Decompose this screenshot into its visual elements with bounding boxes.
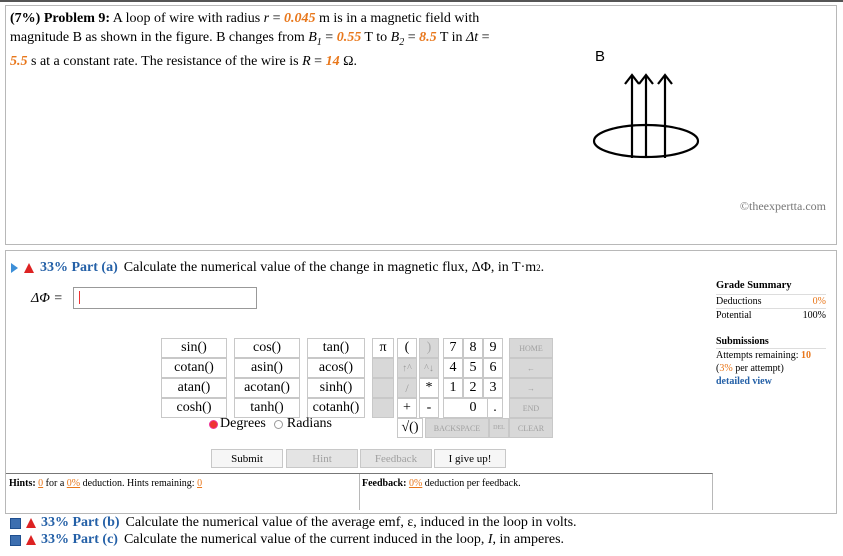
degrees-radio-icon[interactable] [209,420,218,429]
key-rparen[interactable]: ) [419,338,439,358]
part-a-header [11,260,544,276]
hints-remaining: 0 [197,478,203,489]
degrees-label: Degrees [220,416,266,431]
value-R: 14 [325,53,340,69]
potential-value: 100% [802,310,826,321]
hints-rest: deduction. Hints remaining: [80,478,198,489]
var-b2: B [390,30,400,45]
key-backspace[interactable]: BACKSPACE [425,418,489,438]
part-a-sup: 2 [536,263,541,273]
part-c-var: I [487,532,493,547]
part-b-percent: 33% Part (b) [41,515,120,530]
text-eq2: = [321,30,337,45]
part-a-percent: 33% Part (a) [40,260,118,275]
key-dot-2[interactable]: . [487,398,503,418]
problem-title: Problem 9: [43,11,111,26]
part-c-row[interactable] [10,532,564,548]
part-c-end: , in amperes. [492,532,565,547]
text-1b: m is in a magnetic field with [315,11,480,26]
answer-input[interactable] [73,287,257,309]
key-acotan[interactable]: acotan() [234,378,300,398]
warning-icon [26,535,36,545]
keypad [161,338,556,438]
key-cos[interactable]: cos() [234,338,300,358]
var-r: r [263,11,270,26]
hints-for-a: for a [43,478,67,489]
per-attempt-line: (3% per attempt) [716,363,784,374]
text-3b: Ω. [339,53,357,69]
feedback-label: Feedback: [362,478,407,489]
key-del[interactable]: DEL [489,418,509,438]
part-c-question [124,532,564,548]
key-plus[interactable]: + [397,398,417,418]
figure-label-b: B [595,48,606,65]
key-clear[interactable]: CLEAR [509,418,553,438]
hints-pct: 0% [66,478,81,489]
magnetic-field-figure [586,68,716,168]
key-cosh[interactable]: cosh() [161,398,227,418]
text-cursor [79,291,80,304]
key-up[interactable]: ↑^ [397,358,417,378]
sub-b1: 1 [316,36,322,48]
key-left[interactable]: ← [509,358,553,378]
key-blank-2[interactable] [372,378,394,398]
key-asin[interactable]: asin() [234,358,300,378]
part-c-percent: 33% Part (c) [41,532,118,547]
grade-summary [716,279,826,388]
collapsed-square-icon[interactable] [10,535,21,546]
var-R: R [302,53,311,69]
text-1a: A loop of wire with radius [112,11,264,26]
key-cotan[interactable]: cotan() [161,358,227,378]
var-b1: B [308,30,317,45]
part-b-question: Calculate the numerical value of the average emf, ε, induced in the loop in volts. [125,515,577,530]
key-atan[interactable]: atan() [161,378,227,398]
key-7[interactable]: 7 [443,338,463,358]
deductions-value: 0% [812,296,826,307]
key-blank-1[interactable] [372,358,394,378]
text-eq4: = [310,53,326,69]
key-home[interactable]: HOME [509,338,553,358]
key-6[interactable]: 6 [483,358,503,378]
hint-button[interactable]: Hint [286,449,358,468]
key-caret[interactable]: ^↓ [419,358,439,378]
deductions-row [716,294,826,308]
key-cotanh[interactable]: cotanh() [307,398,365,418]
per-attempt-pct: 3% [719,363,733,374]
key-end[interactable]: END [509,398,553,418]
submissions-title: Submissions [716,336,769,347]
value-b1: 0.55 [336,30,362,45]
key-8[interactable]: 8 [463,338,483,358]
text-2b: T to [361,30,391,45]
key-slash[interactable]: / [397,378,417,398]
give-up-button[interactable]: I give up! [434,449,506,468]
key-1[interactable]: 1 [443,378,463,398]
problem-weight: (7%) [10,11,41,26]
key-sqrt[interactable]: √() [397,418,423,438]
attempts-line [716,348,826,362]
warning-icon [26,518,36,528]
per-attempt-text: per attempt) [732,363,784,374]
attempts-label: Attempts remaining: [716,350,801,361]
submit-button[interactable]: Submit [211,449,283,468]
potential-label: Potential [716,310,752,321]
part-a-question: Calculate the numerical value of the change in magnetic flux, ΔΦ, in T·m [123,260,537,275]
key-sin[interactable]: sin() [161,338,227,358]
feedback-pct: 0% [408,478,423,489]
answer-label: ΔΦ = [31,291,63,306]
key-acos[interactable]: acos() [307,358,365,378]
hints-line [6,474,359,493]
part-a-end: . [540,260,545,275]
value-b2: 8.5 [419,30,437,45]
key-right[interactable]: → [509,378,553,398]
sub-b2: 2 [399,36,405,48]
var-dt: Δt [466,30,479,45]
text-2d: = [478,30,490,45]
deductions-label: Deductions [716,296,762,307]
part-b-row[interactable] [10,515,577,531]
feedback-panel [359,473,713,510]
problem-box [5,5,837,245]
part-a-box [5,250,837,514]
key-sinh[interactable]: sinh() [307,378,365,398]
top-edge [0,0,843,2]
feedback-line [359,474,712,493]
copyright-watermark: ©theexpertta.com [739,199,826,213]
hints-label: Hints: [9,478,36,489]
radians-radio-icon[interactable] [274,420,283,429]
collapsed-square-icon[interactable] [10,518,21,529]
key-tan[interactable]: tan() [307,338,365,358]
detailed-view-link[interactable]: detailed view [716,376,772,387]
key-4[interactable]: 4 [443,358,463,378]
text-eq3: = [404,30,420,45]
grade-summary-title: Grade Summary [716,280,792,291]
key-tanh[interactable]: tanh() [234,398,300,418]
radians-label: Radians [286,416,332,431]
key-5[interactable]: 5 [463,358,483,378]
key-minus[interactable]: - [419,398,439,418]
key-9[interactable]: 9 [483,338,503,358]
text-3a: s at a constant rate. The resistance of the wire is [27,53,303,69]
text-2c: T in [436,30,467,45]
hints-count: 0 [38,478,44,489]
key-star[interactable]: * [419,378,439,398]
hints-panel [6,473,360,510]
text-2a: magnitude B as shown in the figure. B changes from [10,30,309,45]
feedback-button[interactable]: Feedback [360,449,432,468]
key-pi[interactable]: π [372,338,394,358]
key-2[interactable]: 2 [463,378,483,398]
problem-statement [10,9,530,71]
text-eq: = [269,11,285,26]
angle-mode [209,416,332,432]
attempts-value: 10 [801,350,811,361]
key-0[interactable]: 0 [443,398,503,418]
warning-icon [24,263,34,273]
key-lparen[interactable]: ( [397,338,417,358]
potential-row [716,308,826,322]
key-3[interactable]: 3 [483,378,503,398]
feedback-rest: deduction per feedback. [422,478,521,489]
value-dt: 5.5 [10,53,28,69]
part-c-text: Calculate the numerical value of the current induced in the loop, [123,532,488,547]
expand-triangle-icon[interactable] [11,263,18,273]
value-radius: 0.045 [284,11,316,26]
key-blank-3[interactable] [372,398,394,418]
